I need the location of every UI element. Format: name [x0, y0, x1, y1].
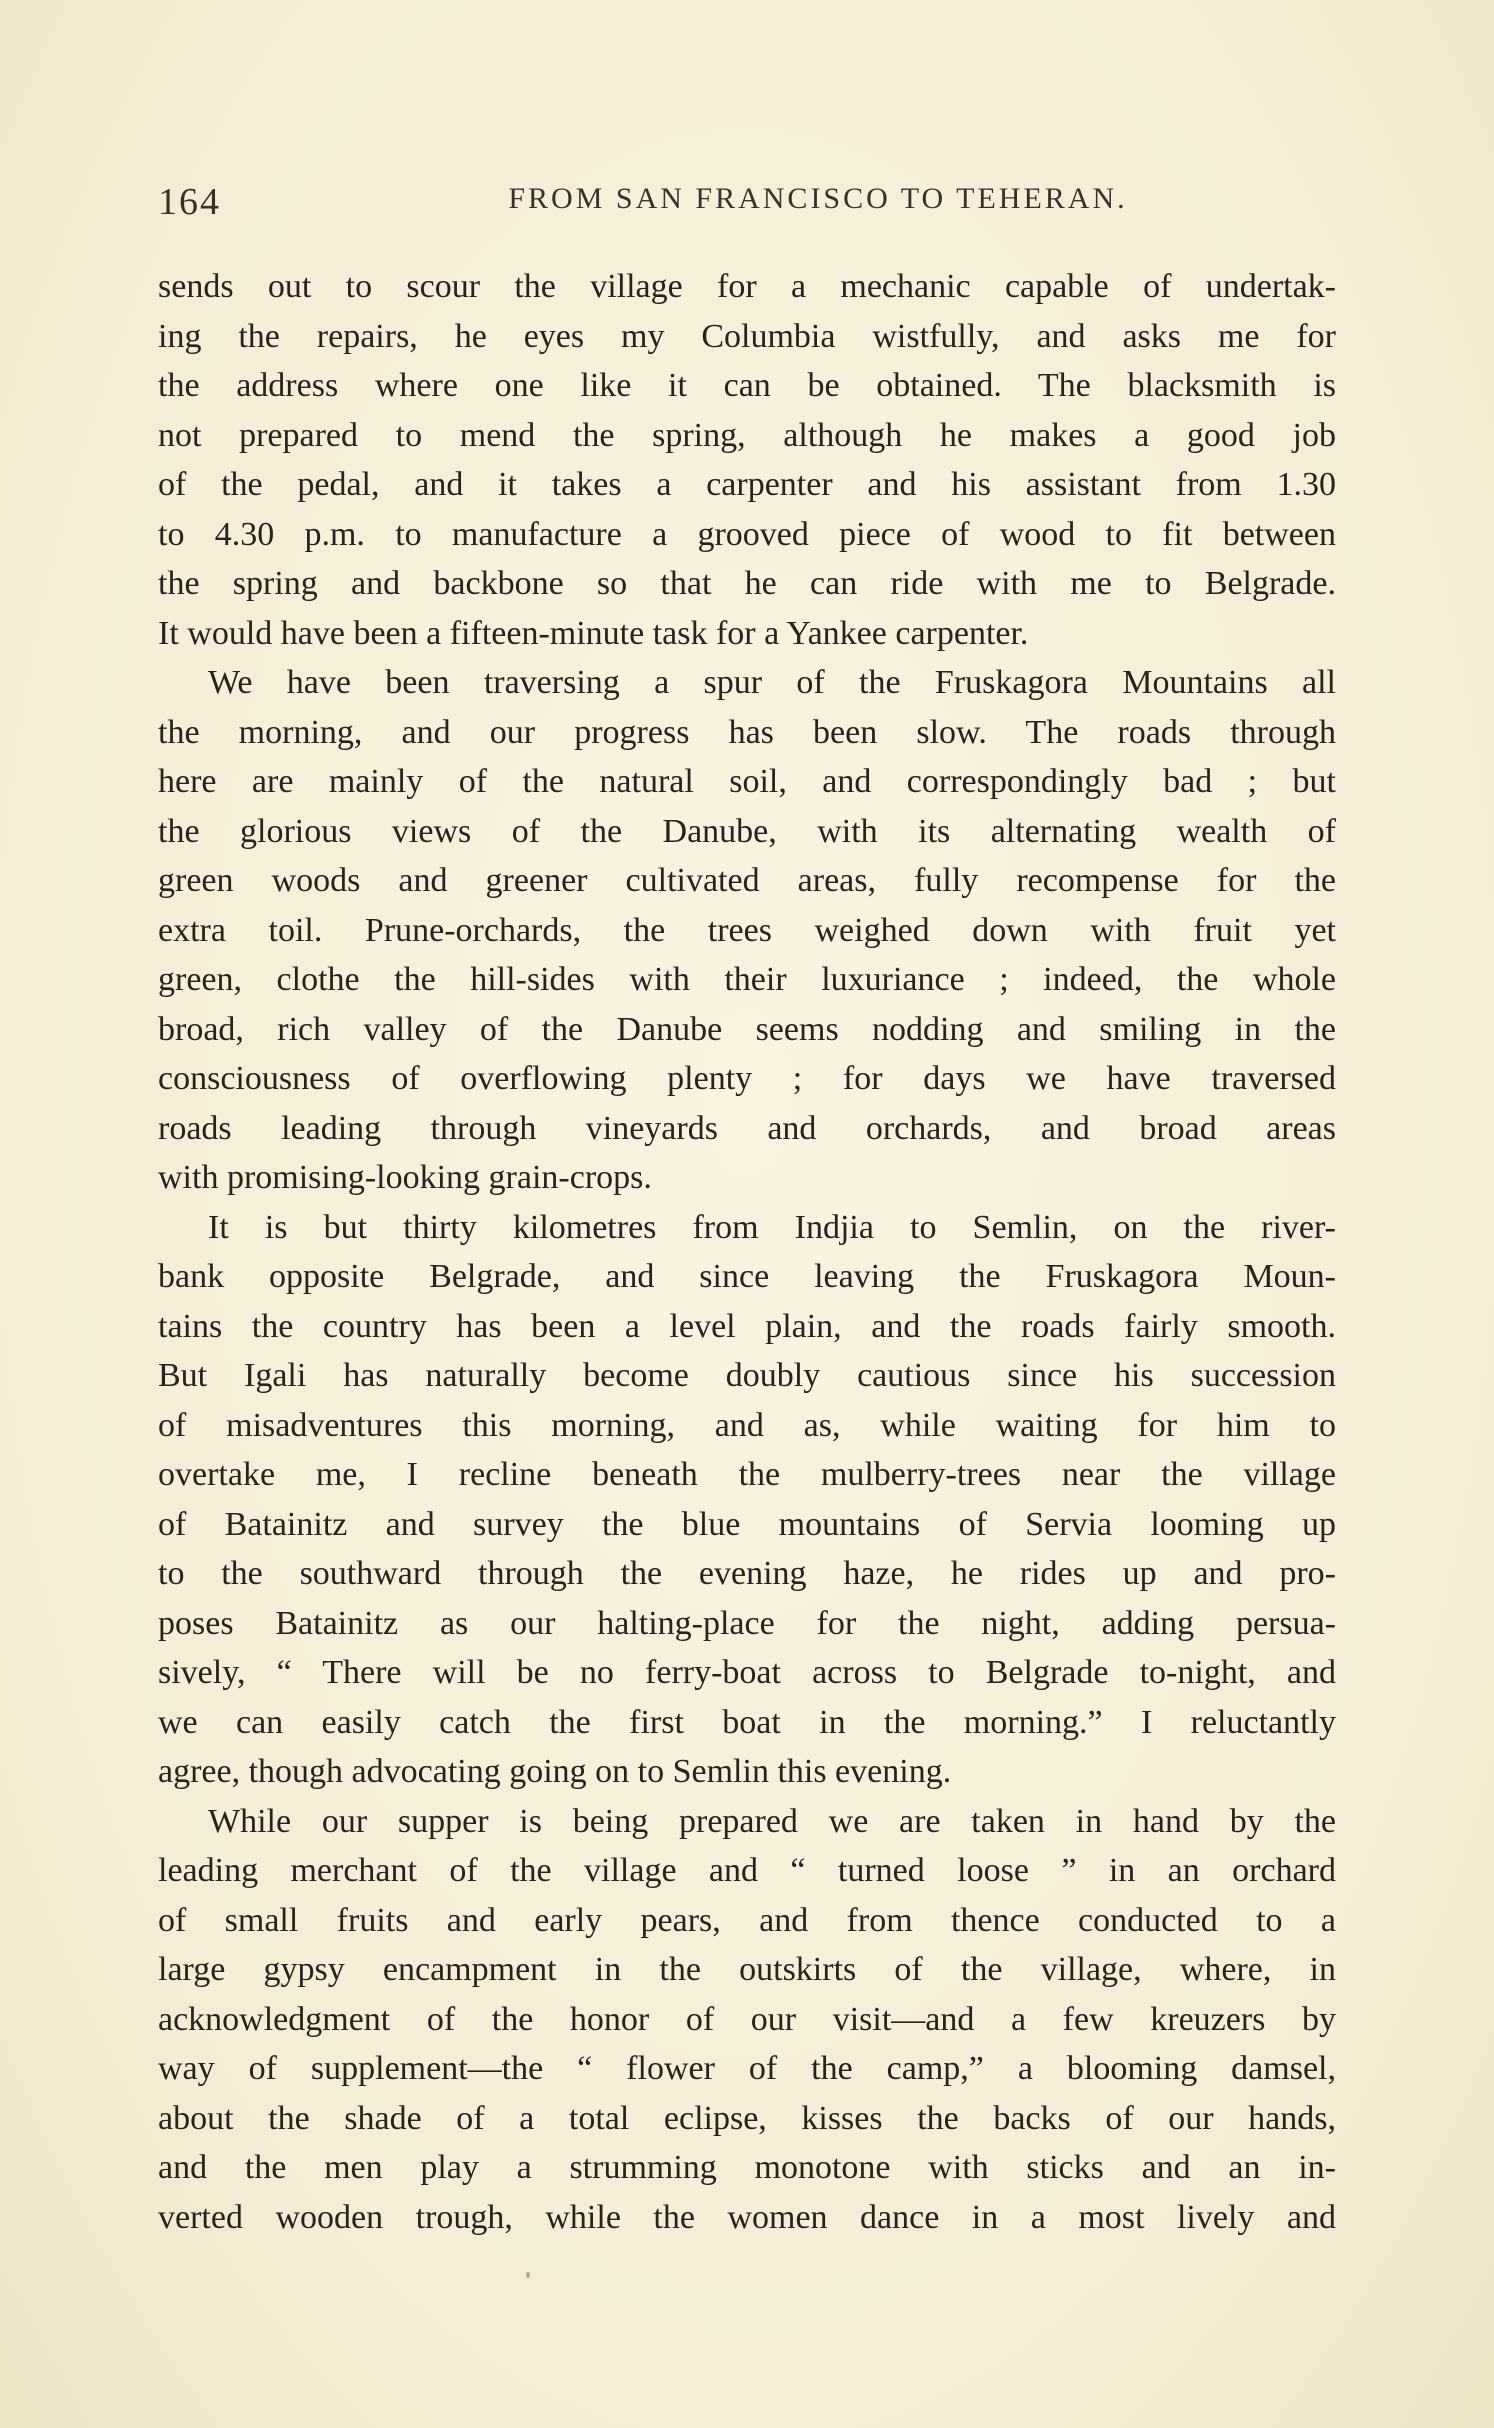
- text-line: of Batainitz and survey the blue mountains of Servia looming up: [158, 1505, 1336, 1543]
- text-line: of misadventures this morning, and as, while waiting for him to: [158, 1406, 1336, 1444]
- text-line: the glorious views of the Danube, with its alternating wealth of: [158, 812, 1336, 850]
- text-line: green, clothe the hill-sides with their luxuriance ; indeed, the whole: [158, 961, 1336, 998]
- text-line: of small fruits and early pears, and from thence conducted to a: [158, 1901, 1336, 1939]
- text-line: We have been traversing a spur of the Fruskagora Mountains all: [208, 664, 1336, 701]
- text-line: leading merchant of the village and “ turned loose ” in an orchard: [158, 1852, 1336, 1889]
- text-line: sends out to scour the village for a mechanic capable of undertak-: [158, 268, 1336, 305]
- text-line: It would have been a fifteen-minute task for a Yankee carpenter.: [158, 614, 1029, 652]
- text-line: roads leading through vineyards and orchards, and broad areas: [158, 1109, 1336, 1147]
- text-line: acknowledgment of the honor of our visit—and a few kreuzers by: [158, 2000, 1336, 2038]
- text-line: about the shade of a total eclipse, kisses the backs of our hands,: [158, 2099, 1336, 2137]
- text-line: agree, though advocating going on to Semlin this evening.: [158, 1753, 952, 1790]
- text-line: the morning, and our progress has been slow. The roads through: [158, 713, 1336, 751]
- text-line: bank opposite Belgrade, and since leaving the Fruskagora Moun-: [158, 1258, 1336, 1295]
- running-title: FROM SAN FRANCISCO TO TEHERAN.: [508, 182, 1128, 215]
- text-line: While our supper is being prepared we are taken in hand by the: [208, 1802, 1336, 1840]
- text-line: overtake me, I recline beneath the mulberry-trees near the village: [158, 1456, 1336, 1493]
- body-text: [158, 262, 1336, 2242]
- text-line: here are mainly of the natural soil, and correspondingly bad ; but: [158, 763, 1336, 800]
- page-header: [158, 180, 1338, 240]
- text-line: not prepared to mend the spring, although he makes a good job: [158, 416, 1336, 454]
- text-line: consciousness of overflowing plenty ; for days we have traversed: [158, 1060, 1336, 1097]
- text-line: sively, “ There will be no ferry-boat across to Belgrade to-night, and: [158, 1654, 1336, 1691]
- text-line: green woods and greener cultivated areas, fully recompense for the: [158, 862, 1336, 899]
- text-line: the address where one like it can be obtained. The blacksmith is: [158, 367, 1336, 404]
- page-number: 164: [158, 181, 221, 223]
- text-line: extra toil. Prune-orchards, the trees weighed down with fruit yet: [158, 911, 1336, 949]
- text-line: and the men play a strumming monotone with sticks and an in-: [158, 2149, 1336, 2186]
- text-line: large gypsy encampment in the outskirts of the village, where, in: [158, 1951, 1336, 1988]
- text-line: the spring and backbone so that he can ride with me to Belgrade.: [158, 565, 1336, 602]
- text-line: tains the country has been a level plain, and the roads fairly smooth.: [158, 1307, 1336, 1345]
- text-line: way of supplement—the “ flower of the camp,” a blooming damsel,: [158, 2050, 1336, 2087]
- paper-speck: [526, 2272, 530, 2278]
- text-line: It is but thirty kilometres from Indjia to Semlin, on the river-: [208, 1208, 1336, 1246]
- text-line: to the southward through the evening haze, he rides up and pro-: [158, 1555, 1336, 1592]
- text-line: of the pedal, and it takes a carpenter and his assistant from 1.30: [158, 466, 1336, 503]
- text-line: with promising-looking grain-crops.: [158, 1159, 652, 1196]
- text-line: we can easily catch the first boat in the morning.” I reluctantly: [158, 1703, 1336, 1741]
- text-line: ing the repairs, he eyes my Columbia wistfully, and asks me for: [158, 317, 1336, 355]
- text-line: But Igali has naturally become doubly cautious since his succession: [158, 1357, 1336, 1394]
- text-line: verted wooden trough, while the women dance in a most lively and: [158, 2198, 1336, 2236]
- text-line: broad, rich valley of the Danube seems nodding and smiling in the: [158, 1010, 1336, 1048]
- text-line: poses Batainitz as our halting-place for the night, adding persua-: [158, 1604, 1336, 1642]
- text-line: to 4.30 p.m. to manufacture a grooved piece of wood to fit between: [158, 515, 1336, 553]
